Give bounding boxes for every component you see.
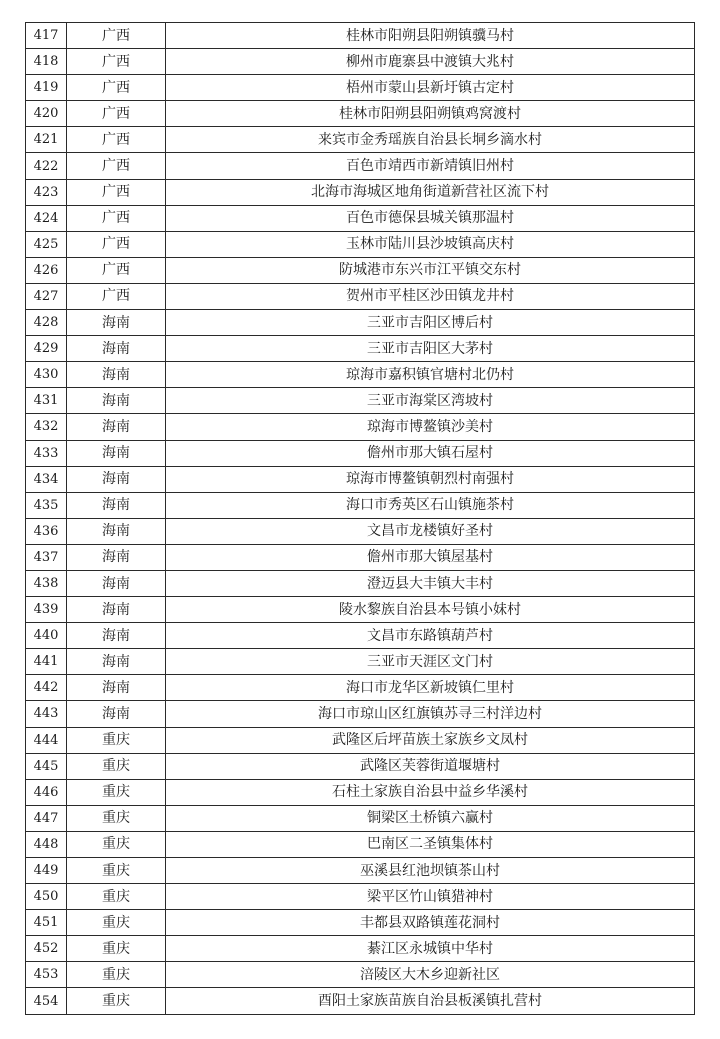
row-number-cell: 446 <box>26 779 67 805</box>
village-name-cell: 酉阳土家族苗族自治县板溪镇扎营村 <box>166 988 695 1014</box>
village-name-cell: 百色市靖西市新靖镇旧州村 <box>166 153 695 179</box>
row-number-cell: 445 <box>26 753 67 779</box>
row-number-cell: 433 <box>26 440 67 466</box>
province-cell: 重庆 <box>67 831 166 857</box>
province-cell: 海南 <box>67 544 166 570</box>
table-row <box>26 257 695 283</box>
table-row <box>26 962 695 988</box>
table-row <box>26 623 695 649</box>
village-name-cell: 琼海市博鳌镇沙美村 <box>166 414 695 440</box>
village-name-cell: 文昌市东路镇葫芦村 <box>166 623 695 649</box>
village-name-cell: 三亚市吉阳区博后村 <box>166 310 695 336</box>
row-number-cell: 430 <box>26 362 67 388</box>
province-cell: 重庆 <box>67 779 166 805</box>
table-row <box>26 440 695 466</box>
row-number-cell: 417 <box>26 23 67 49</box>
row-number-cell: 436 <box>26 518 67 544</box>
table-row <box>26 310 695 336</box>
village-name-cell: 三亚市吉阳区大茅村 <box>166 336 695 362</box>
row-number-cell: 422 <box>26 153 67 179</box>
province-cell: 重庆 <box>67 727 166 753</box>
province-cell: 重庆 <box>67 753 166 779</box>
row-number-cell: 423 <box>26 179 67 205</box>
table-row <box>26 492 695 518</box>
table-row <box>26 518 695 544</box>
table-row <box>26 231 695 257</box>
province-cell: 重庆 <box>67 884 166 910</box>
table-row <box>26 362 695 388</box>
province-cell: 重庆 <box>67 936 166 962</box>
table-row <box>26 49 695 75</box>
province-cell: 广西 <box>67 75 166 101</box>
table-row <box>26 153 695 179</box>
province-cell: 广西 <box>67 127 166 153</box>
row-number-cell: 443 <box>26 701 67 727</box>
row-number-cell: 447 <box>26 805 67 831</box>
row-number-cell: 444 <box>26 727 67 753</box>
row-number-cell: 431 <box>26 388 67 414</box>
province-cell: 海南 <box>67 570 166 596</box>
province-cell: 广西 <box>67 257 166 283</box>
table-row <box>26 831 695 857</box>
village-name-cell: 三亚市海棠区湾坡村 <box>166 388 695 414</box>
row-number-cell: 438 <box>26 570 67 596</box>
village-name-cell: 三亚市天涯区文门村 <box>166 649 695 675</box>
row-number-cell: 439 <box>26 597 67 623</box>
village-name-cell: 桂林市阳朔县阳朔镇鸡窝渡村 <box>166 101 695 127</box>
row-number-cell: 435 <box>26 492 67 518</box>
province-cell: 广西 <box>67 101 166 127</box>
table-row <box>26 753 695 779</box>
row-number-cell: 451 <box>26 910 67 936</box>
row-number-cell: 428 <box>26 310 67 336</box>
table-body <box>26 23 695 1015</box>
village-name-cell: 贺州市平桂区沙田镇龙井村 <box>166 283 695 309</box>
table-row <box>26 205 695 231</box>
village-name-cell: 巴南区二圣镇集体村 <box>166 831 695 857</box>
village-name-cell: 儋州市那大镇屋基村 <box>166 544 695 570</box>
province-cell: 广西 <box>67 231 166 257</box>
row-number-cell: 426 <box>26 257 67 283</box>
row-number-cell: 427 <box>26 283 67 309</box>
village-name-cell: 丰都县双路镇莲花洞村 <box>166 910 695 936</box>
table-row <box>26 570 695 596</box>
table-row <box>26 649 695 675</box>
table-row <box>26 701 695 727</box>
province-cell: 海南 <box>67 675 166 701</box>
row-number-cell: 429 <box>26 336 67 362</box>
table-row <box>26 101 695 127</box>
village-name-cell: 百色市德保县城关镇那温村 <box>166 205 695 231</box>
province-cell: 海南 <box>67 440 166 466</box>
village-name-cell: 柳州市鹿寨县中渡镇大兆村 <box>166 49 695 75</box>
province-cell: 广西 <box>67 23 166 49</box>
village-name-cell: 防城港市东兴市江平镇交东村 <box>166 257 695 283</box>
province-cell: 海南 <box>67 492 166 518</box>
row-number-cell: 424 <box>26 205 67 231</box>
province-cell: 广西 <box>67 205 166 231</box>
province-cell: 海南 <box>67 518 166 544</box>
village-list-table <box>25 22 695 1015</box>
province-cell: 广西 <box>67 179 166 205</box>
province-cell: 海南 <box>67 623 166 649</box>
village-name-cell: 琼海市嘉积镇官塘村北仍村 <box>166 362 695 388</box>
row-number-cell: 441 <box>26 649 67 675</box>
village-name-cell: 陵水黎族自治县本号镇小妹村 <box>166 597 695 623</box>
province-cell: 海南 <box>67 701 166 727</box>
province-cell: 海南 <box>67 362 166 388</box>
table-row <box>26 544 695 570</box>
row-number-cell: 425 <box>26 231 67 257</box>
table-row <box>26 988 695 1014</box>
province-cell: 海南 <box>67 466 166 492</box>
table-row <box>26 388 695 414</box>
province-cell: 海南 <box>67 414 166 440</box>
village-name-cell: 琼海市博鳌镇朝烈村南强村 <box>166 466 695 492</box>
row-number-cell: 437 <box>26 544 67 570</box>
village-name-cell: 来宾市金秀瑶族自治县长垌乡滴水村 <box>166 127 695 153</box>
province-cell: 海南 <box>67 388 166 414</box>
province-cell: 重庆 <box>67 858 166 884</box>
table-row <box>26 858 695 884</box>
table-row <box>26 283 695 309</box>
table-row <box>26 466 695 492</box>
row-number-cell: 434 <box>26 466 67 492</box>
row-number-cell: 418 <box>26 49 67 75</box>
village-name-cell: 文昌市龙楼镇好圣村 <box>166 518 695 544</box>
province-cell: 重庆 <box>67 805 166 831</box>
province-cell: 海南 <box>67 597 166 623</box>
row-number-cell: 450 <box>26 884 67 910</box>
row-number-cell: 449 <box>26 858 67 884</box>
province-cell: 重庆 <box>67 910 166 936</box>
village-name-cell: 梁平区竹山镇猎神村 <box>166 884 695 910</box>
table-row <box>26 127 695 153</box>
province-cell: 广西 <box>67 153 166 179</box>
village-name-cell: 铜梁区土桥镇六赢村 <box>166 805 695 831</box>
table-row <box>26 336 695 362</box>
table-row <box>26 75 695 101</box>
province-cell: 海南 <box>67 649 166 675</box>
village-name-cell: 北海市海城区地角街道新营社区流下村 <box>166 179 695 205</box>
village-name-cell: 儋州市那大镇石屋村 <box>166 440 695 466</box>
village-name-cell: 梧州市蒙山县新圩镇古定村 <box>166 75 695 101</box>
table-row <box>26 597 695 623</box>
row-number-cell: 454 <box>26 988 67 1014</box>
table-row <box>26 727 695 753</box>
row-number-cell: 420 <box>26 101 67 127</box>
village-name-cell: 巫溪县红池坝镇茶山村 <box>166 858 695 884</box>
village-name-cell: 武隆区后坪苗族土家族乡文凤村 <box>166 727 695 753</box>
row-number-cell: 442 <box>26 675 67 701</box>
row-number-cell: 432 <box>26 414 67 440</box>
row-number-cell: 419 <box>26 75 67 101</box>
row-number-cell: 440 <box>26 623 67 649</box>
table-row <box>26 910 695 936</box>
village-name-cell: 玉林市陆川县沙坡镇高庆村 <box>166 231 695 257</box>
row-number-cell: 421 <box>26 127 67 153</box>
table-row <box>26 779 695 805</box>
village-name-cell: 桂林市阳朔县阳朔镇骥马村 <box>166 23 695 49</box>
province-cell: 海南 <box>67 336 166 362</box>
table-row <box>26 805 695 831</box>
village-name-cell: 澄迈县大丰镇大丰村 <box>166 570 695 596</box>
row-number-cell: 452 <box>26 936 67 962</box>
row-number-cell: 453 <box>26 962 67 988</box>
table-row <box>26 936 695 962</box>
village-name-cell: 綦江区永城镇中华村 <box>166 936 695 962</box>
table-row <box>26 675 695 701</box>
province-cell: 海南 <box>67 310 166 336</box>
province-cell: 重庆 <box>67 962 166 988</box>
table-row <box>26 414 695 440</box>
village-name-cell: 海口市龙华区新坡镇仁里村 <box>166 675 695 701</box>
province-cell: 广西 <box>67 283 166 309</box>
village-name-cell: 涪陵区大木乡迎新社区 <box>166 962 695 988</box>
table-row <box>26 179 695 205</box>
village-name-cell: 海口市秀英区石山镇施茶村 <box>166 492 695 518</box>
table-row <box>26 884 695 910</box>
village-name-cell: 海口市琼山区红旗镇苏寻三村洋边村 <box>166 701 695 727</box>
row-number-cell: 448 <box>26 831 67 857</box>
village-name-cell: 武隆区芙蓉街道堰塘村 <box>166 753 695 779</box>
province-cell: 重庆 <box>67 988 166 1014</box>
province-cell: 广西 <box>67 49 166 75</box>
table-row <box>26 23 695 49</box>
village-name-cell: 石柱土家族自治县中益乡华溪村 <box>166 779 695 805</box>
